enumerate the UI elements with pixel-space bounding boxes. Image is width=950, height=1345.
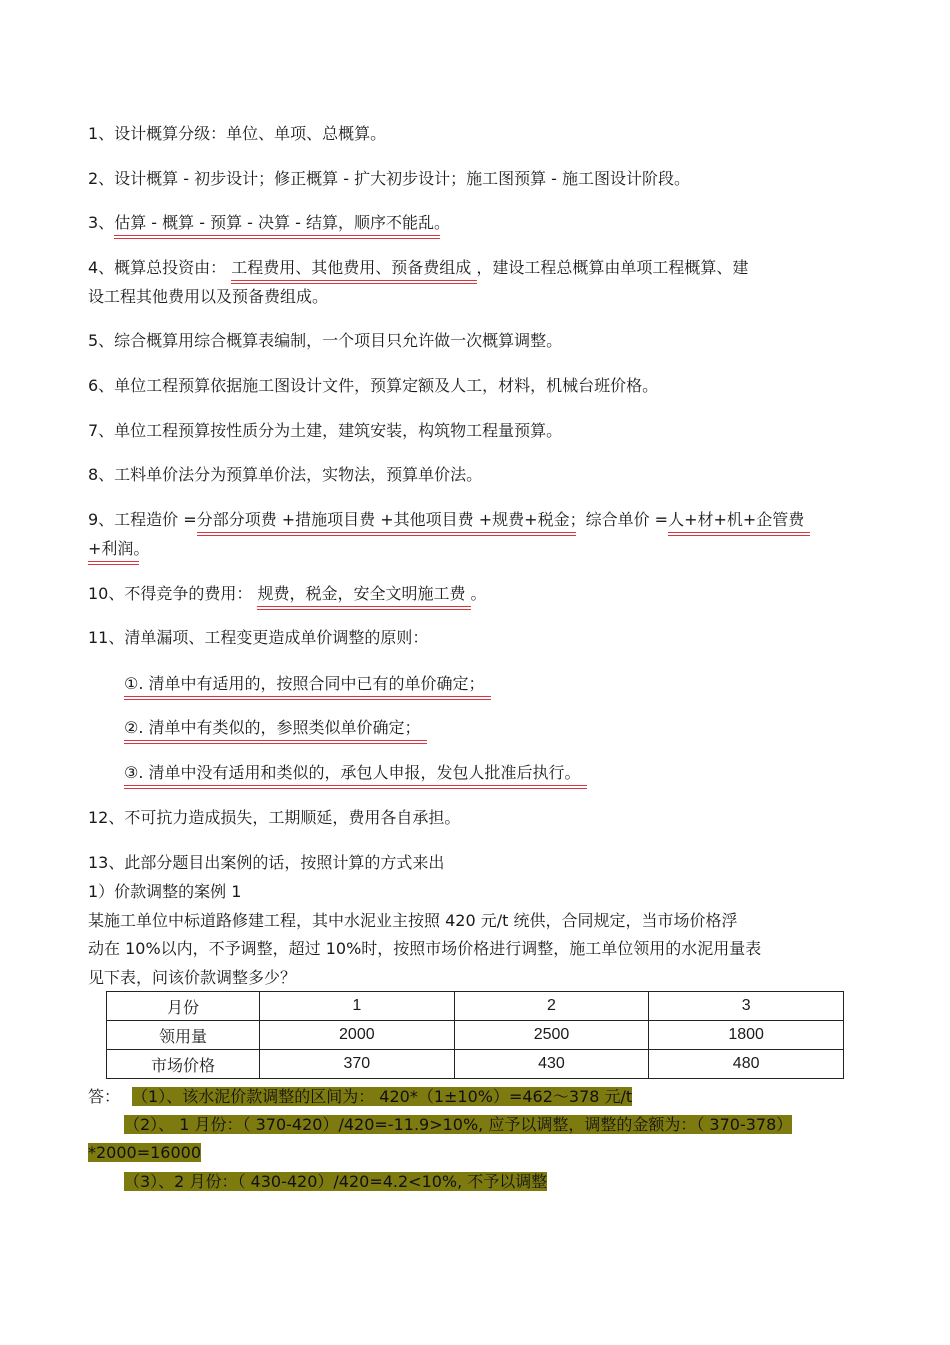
answer-step-2: （2）、 1 月份：（ 370-420）/420=-11.9>10%, 应予以调整，调整的金额为：（ 370-378） [124, 1115, 793, 1134]
case-paragraph-line-1: 某施工单位中标道路修建工程，其中水泥业主按照 420 元/t 统供，合同规定，当市场价格浮 [88, 911, 738, 930]
item-9-line-2 [88, 539, 149, 562]
table-cell: 2500 [454, 1021, 649, 1050]
item-11-sub-2-text: ②. 清单中有类似的，参照类似单价确定； [124, 718, 421, 741]
item-11-sub-1-text: ①. 清单中有适用的，按照合同中已有的单价确定； [124, 674, 485, 697]
item-10-lead: 10、不得竞争的费用： [88, 584, 258, 603]
item-9-end: 。 [133, 539, 150, 558]
table-header-cell: 2 [454, 992, 649, 1021]
table-cell: 1800 [649, 1021, 844, 1050]
item-11-sub-1 [124, 674, 485, 697]
answer-step-3: （3）、2 月份：（ 430-420）/420=4.2<10%, 不予以调整 [124, 1172, 548, 1191]
table-cell: 领用量 [107, 1021, 260, 1050]
answer-line-1 [88, 1087, 632, 1107]
item-3-end: 。 [433, 213, 450, 232]
cement-usage-table [106, 991, 844, 1079]
table-cell: 市场价格 [107, 1050, 260, 1079]
item-6: 6、单位工程预算依据施工图设计文件，预算定额及人工，材料，机械台班价格。 [88, 376, 659, 395]
answer-label: 答： [88, 1087, 121, 1106]
item-9-lead: 9、工程造价 = [88, 510, 197, 529]
item-9-mid: ；综合单价 = [569, 510, 669, 529]
item-12: 12、不可抗力造成损失，工期顺延，费用各自承担。 [88, 808, 461, 827]
item-3-number: 3、 [88, 213, 115, 232]
table-row [107, 1021, 844, 1050]
table-cell: 430 [454, 1050, 649, 1079]
item-13: 13、此部分题目出案例的话，按照计算的方式来出 [88, 853, 445, 872]
answer-line-2-continued [88, 1143, 201, 1163]
item-2: 2、设计概算 - 初步设计；修正概算 - 扩大初步设计；施工图预算 - 施工图设计阶段。 [88, 169, 691, 188]
item-11-sub-2 [124, 718, 421, 741]
item-10-end: 。 [465, 584, 487, 603]
item-9-underlined-1: 分部分项费 +措施项目费 +其他项目费 +规费+税金 [197, 510, 570, 533]
answer-line-2 [124, 1115, 792, 1135]
item-4-line-2: 设工程其他费用以及预备费组成。 [88, 287, 329, 306]
answer-step-2-cont: *2000=16000 [88, 1143, 202, 1162]
item-4 [88, 258, 748, 281]
answer-line-3 [124, 1172, 547, 1192]
item-4-rest: ，建设工程总概算由单项工程概算、建 [471, 258, 749, 277]
item-9-underlined-2: 人+材+机+企管费 [668, 510, 804, 533]
item-9 [88, 510, 804, 533]
table-header-cell: 1 [260, 992, 455, 1021]
table-row [107, 1050, 844, 1079]
item-10-underlined: 规费，税金，安全文明施工费 [257, 584, 465, 607]
answer-step-1: （1）、该水泥价款调整的区间为： 420*（1±10%）=462～378 元/t [132, 1087, 633, 1106]
item-5: 5、综合概算用综合概算表编制，一个项目只允许做一次概算调整。 [88, 331, 563, 350]
item-4-underlined: 工程费用、其他费用、预备费组成 [231, 258, 471, 281]
item-8: 8、工料单价法分为预算单价法，实物法，预算单价法。 [88, 465, 483, 484]
case-title: 1）价款调整的案例 1 [88, 882, 242, 901]
item-11: 11、清单漏项、工程变更造成单价调整的原则： [88, 628, 429, 647]
item-3-underlined: 估算 - 概算 - 预算 - 决算 - 结算，顺序不能乱 [114, 213, 434, 236]
item-4-lead: 4、概算总投资由： [88, 258, 232, 277]
item-11-sub-3 [124, 763, 581, 786]
item-10 [88, 584, 487, 607]
table-cell: 370 [260, 1050, 455, 1079]
table-cell: 480 [649, 1050, 844, 1079]
item-1: 1、设计概算分级：单位、单项、总概算。 [88, 124, 387, 143]
table-header-row [107, 992, 844, 1021]
case-paragraph-line-3: 见下表，问该价款调整多少？ [88, 968, 297, 987]
item-7: 7、单位工程预算按性质分为土建，建筑安装，构筑物工程量预算。 [88, 421, 563, 440]
table-cell: 2000 [260, 1021, 455, 1050]
item-11-sub-3-text: ③. 清单中没有适用和类似的，承包人申报，发包人批准后执行。 [124, 763, 581, 786]
item-9-underlined-3: +利润 [88, 539, 133, 562]
table-header-cell: 3 [649, 992, 844, 1021]
table-header-cell: 月份 [107, 992, 260, 1021]
item-3 [88, 213, 450, 236]
case-paragraph-line-2: 动在 10%以内，不予调整，超过 10%时，按照市场价格进行调整，施工单位领用的水泥用量表 [88, 939, 762, 958]
